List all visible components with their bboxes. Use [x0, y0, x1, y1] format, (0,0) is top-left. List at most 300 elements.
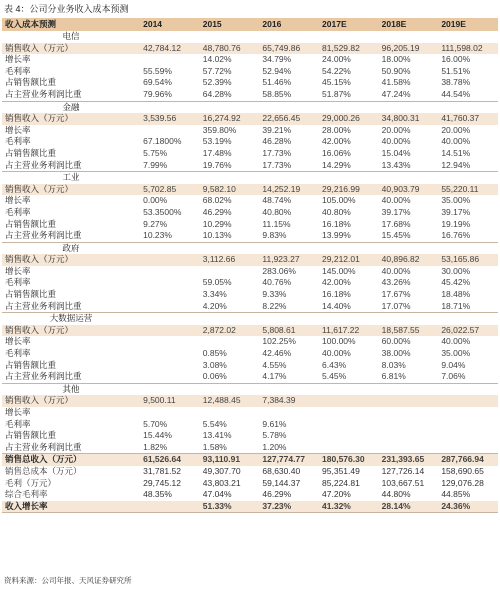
value-cell: 100.00% — [322, 336, 356, 347]
table-row — [2, 289, 498, 301]
empty-cell — [319, 101, 379, 113]
value-cell: 9.33% — [262, 289, 287, 300]
value-cell: 9,582.10 — [200, 184, 260, 196]
value-cell: 18,587.55 — [379, 325, 439, 337]
value-cell: 51.87% — [322, 88, 351, 99]
value-cell: 41,760.37 — [438, 113, 498, 125]
value-cell: 5.78% — [262, 430, 287, 441]
value-cell: 287,766.94 — [438, 454, 498, 466]
value-cell: 6.81% — [381, 371, 406, 382]
value-cell: 40,903.79 — [379, 184, 439, 196]
empty-cell — [319, 172, 379, 184]
value-cell: 7,384.39 — [259, 395, 319, 407]
value-cell: 41.58% — [381, 77, 411, 88]
value-cell — [140, 277, 200, 289]
value-cell — [259, 407, 319, 419]
value-cell — [379, 395, 439, 407]
value-cell: 17.48% — [202, 147, 232, 158]
value-cell: 10.23% — [143, 230, 172, 241]
section-title: 其他 — [2, 383, 140, 395]
table-row — [2, 184, 498, 196]
value-cell: 40.00% — [381, 265, 411, 276]
empty-cell — [259, 242, 319, 254]
value-cell: 39.21% — [262, 124, 292, 135]
row-label: 销售总收入（万元） — [2, 454, 140, 466]
value-cell: 16.76% — [441, 230, 471, 241]
value-cell: 55,220.11 — [438, 184, 498, 196]
section-title-row — [2, 172, 498, 184]
value-cell — [140, 371, 200, 383]
value-cell: 17.07% — [381, 300, 411, 311]
table-row — [2, 207, 498, 219]
table-row — [2, 407, 498, 419]
value-cell: 18.00% — [381, 54, 411, 65]
row-label: 销售收入（万元） — [2, 254, 140, 266]
value-cell: 51.46% — [262, 77, 292, 88]
section-title: 工业 — [2, 172, 140, 184]
row-label: 增长率 — [5, 265, 31, 276]
empty-cell — [438, 101, 498, 113]
value-cell: 35.00% — [441, 195, 471, 206]
row-label: 占主营业务利润比重 — [5, 371, 82, 382]
value-cell: 24.36% — [438, 501, 498, 513]
value-cell: 64.28% — [202, 88, 232, 99]
value-cell: 48.74% — [262, 195, 292, 206]
value-cell: 0.85% — [202, 348, 227, 359]
value-cell: 12,488.45 — [200, 395, 260, 407]
table-row — [2, 266, 498, 278]
value-cell: 52.94% — [262, 65, 292, 76]
value-cell: 28.00% — [322, 124, 351, 135]
value-cell: 46.29% — [262, 489, 292, 500]
value-cell — [140, 336, 200, 348]
value-cell: 40.00% — [441, 136, 471, 147]
total-row — [2, 466, 498, 478]
row-label: 占销售额比重 — [5, 430, 57, 441]
empty-cell — [319, 242, 379, 254]
value-cell: 45.42% — [441, 277, 471, 288]
value-cell: 59.05% — [202, 277, 232, 288]
value-cell: 43,803.21 — [202, 477, 241, 488]
empty-cell — [379, 172, 439, 184]
section-title-row — [2, 101, 498, 113]
row-label: 占销售额比重 — [5, 359, 57, 370]
row-label: 毛利率 — [5, 65, 31, 76]
value-cell: 39.17% — [381, 206, 411, 217]
total-row — [2, 478, 498, 490]
value-cell — [438, 395, 498, 407]
value-cell: 34,800.31 — [379, 113, 439, 125]
row-label: 占销售额比重 — [5, 147, 57, 158]
value-cell: 7.99% — [143, 159, 168, 170]
value-cell: 15.44% — [143, 430, 172, 441]
table-row — [2, 348, 498, 360]
value-cell: 9.61% — [262, 418, 287, 429]
revenue-cost-forecast-table — [2, 18, 498, 513]
value-cell — [438, 442, 498, 454]
empty-cell — [438, 383, 498, 395]
value-cell: 7.06% — [441, 371, 466, 382]
table-row — [2, 336, 498, 348]
section-title-row — [2, 242, 498, 254]
value-cell: 10.13% — [202, 230, 232, 241]
value-cell: 47.24% — [381, 88, 411, 99]
value-cell: 44.85% — [441, 489, 471, 500]
value-cell: 40.00% — [322, 348, 351, 359]
section-title-row — [2, 383, 498, 395]
value-cell: 11.15% — [262, 218, 291, 229]
row-label: 综合毛利率 — [5, 489, 48, 500]
value-cell: 18.48% — [441, 289, 471, 300]
empty-cell — [259, 101, 319, 113]
value-cell: 42.46% — [262, 348, 292, 359]
value-cell: 48.35% — [143, 489, 172, 500]
value-cell: 1.20% — [262, 441, 287, 452]
value-cell: 49,307.70 — [202, 465, 241, 476]
value-cell: 42,784.12 — [140, 43, 200, 55]
row-label: 销售收入（万元） — [2, 43, 140, 55]
value-cell: 5,808.61 — [259, 325, 319, 337]
value-cell: 105.00% — [322, 195, 356, 206]
value-cell: 9.04% — [441, 359, 466, 370]
value-cell: 5.75% — [143, 147, 168, 158]
empty-cell — [379, 31, 439, 43]
header-cell: 2019E — [438, 18, 498, 31]
row-label: 占主营业务利润比重 — [5, 159, 82, 170]
value-cell: 18.71% — [441, 300, 471, 311]
value-cell: 16.18% — [322, 289, 351, 300]
table-caption: 表 4：公司分业务收入成本预测 — [4, 4, 129, 14]
empty-cell — [259, 172, 319, 184]
value-cell — [319, 419, 379, 431]
value-cell: 5,702.85 — [140, 184, 200, 196]
value-cell: 95,351.49 — [322, 465, 360, 476]
empty-cell — [200, 101, 260, 113]
row-label: 销售收入（万元） — [2, 113, 140, 125]
value-cell: 40.00% — [441, 336, 471, 347]
table-row — [2, 89, 498, 101]
value-cell: 93,110.91 — [200, 454, 260, 466]
empty-cell — [140, 172, 200, 184]
value-cell: 60.00% — [381, 336, 411, 347]
value-cell — [379, 407, 439, 419]
row-label: 增长率 — [5, 195, 31, 206]
empty-cell — [319, 313, 379, 325]
value-cell: 5.54% — [202, 418, 227, 429]
table-row — [2, 148, 498, 160]
value-cell — [438, 430, 498, 442]
value-cell: 13.41% — [202, 430, 232, 441]
row-label: 销售收入（万元） — [2, 395, 140, 407]
empty-cell — [200, 313, 260, 325]
value-cell: 4.20% — [202, 300, 227, 311]
row-label: 销售总成本（万元） — [5, 465, 82, 476]
table-row — [2, 230, 498, 242]
empty-cell — [140, 242, 200, 254]
value-cell: 102.25% — [262, 336, 296, 347]
value-cell — [438, 419, 498, 431]
value-cell: 14.02% — [202, 54, 232, 65]
value-cell: 283.06% — [262, 265, 296, 276]
value-cell: 53.3500% — [143, 206, 182, 217]
empty-cell — [259, 383, 319, 395]
row-label: 占销售额比重 — [5, 218, 57, 229]
value-cell — [140, 254, 200, 266]
row-label: 增长率 — [5, 54, 31, 65]
value-cell: 20.00% — [381, 124, 411, 135]
value-cell: 69.54% — [143, 77, 172, 88]
empty-cell — [379, 383, 439, 395]
empty-cell — [438, 242, 498, 254]
value-cell: 40.80% — [322, 206, 351, 217]
table-row — [2, 219, 498, 231]
value-cell: 42.00% — [322, 136, 351, 147]
value-cell: 40.00% — [381, 195, 411, 206]
value-cell: 40,896.82 — [379, 254, 439, 266]
value-cell: 4.55% — [262, 359, 287, 370]
value-cell: 29,212.01 — [319, 254, 379, 266]
value-cell — [200, 336, 260, 348]
table-body — [2, 31, 498, 513]
empty-cell — [140, 383, 200, 395]
empty-cell — [319, 31, 379, 43]
value-cell: 24.00% — [322, 54, 351, 65]
value-cell: 2,872.02 — [200, 325, 260, 337]
value-cell: 29,745.12 — [143, 477, 181, 488]
value-cell: 61,526.64 — [140, 454, 200, 466]
row-label: 占销售额比重 — [5, 289, 57, 300]
value-cell — [379, 419, 439, 431]
value-cell — [140, 360, 200, 372]
row-label: 毛利（万元） — [5, 477, 57, 488]
value-cell — [140, 301, 200, 313]
header-cell: 2016 — [259, 18, 319, 31]
value-cell: 40.80% — [262, 206, 292, 217]
value-cell: 8.03% — [381, 359, 406, 370]
row-label: 毛利率 — [5, 348, 31, 359]
value-cell: 51.51% — [441, 65, 471, 76]
value-cell: 11,923.27 — [259, 254, 319, 266]
value-cell: 40.00% — [381, 136, 411, 147]
row-label: 占主营业务利润比重 — [5, 230, 82, 241]
empty-cell — [379, 242, 439, 254]
value-cell: 19.19% — [441, 218, 471, 229]
value-cell: 34.79% — [262, 54, 292, 65]
value-cell: 67.1800% — [143, 136, 182, 147]
section-title-row — [2, 313, 498, 325]
header-cell: 2014 — [140, 18, 200, 31]
table-row — [2, 301, 498, 313]
empty-cell — [200, 172, 260, 184]
value-cell: 145.00% — [322, 265, 356, 276]
value-cell: 9.27% — [143, 218, 168, 229]
value-cell — [140, 125, 200, 137]
value-cell: 0.00% — [143, 195, 168, 206]
row-label: 占主营业务利润比重 — [5, 88, 82, 99]
row-label: 增长率 — [5, 336, 31, 347]
value-cell: 41.32% — [319, 501, 379, 513]
value-cell: 6.43% — [322, 359, 347, 370]
table-row — [2, 254, 498, 266]
empty-cell — [200, 31, 260, 43]
value-cell: 44.54% — [441, 88, 471, 99]
value-cell: 47.20% — [322, 489, 351, 500]
value-cell: 55.59% — [143, 65, 172, 76]
value-cell — [140, 54, 200, 66]
value-cell: 30.00% — [441, 265, 471, 276]
value-cell: 14.40% — [322, 300, 351, 311]
value-cell: 40.76% — [262, 277, 292, 288]
value-cell: 59,144.37 — [262, 477, 301, 488]
value-cell: 14.29% — [322, 159, 351, 170]
total-row — [2, 501, 498, 513]
value-cell: 5.70% — [143, 418, 168, 429]
row-label: 占主营业务利润比重 — [5, 441, 82, 452]
value-cell: 43.26% — [381, 277, 411, 288]
empty-cell — [140, 313, 200, 325]
section-title: 金融 — [2, 101, 140, 113]
header-cell: 收入成本预测 — [2, 18, 140, 31]
empty-cell — [259, 31, 319, 43]
value-cell — [200, 266, 260, 278]
value-cell — [379, 430, 439, 442]
value-cell: 17.68% — [381, 218, 411, 229]
value-cell: 1.82% — [143, 441, 168, 452]
value-cell: 96,205.19 — [379, 43, 439, 55]
value-cell: 29,216.99 — [319, 184, 379, 196]
empty-cell — [319, 383, 379, 395]
row-label: 毛利率 — [5, 277, 31, 288]
table-header-row — [2, 18, 498, 31]
value-cell: 111,598.02 — [438, 43, 498, 55]
value-cell: 47.04% — [202, 489, 232, 500]
value-cell — [140, 289, 200, 301]
value-cell: 81,529.82 — [319, 43, 379, 55]
value-cell: 46.29% — [202, 206, 232, 217]
table-row — [2, 136, 498, 148]
value-cell: 15.04% — [381, 147, 411, 158]
table-row — [2, 430, 498, 442]
value-cell: 9.83% — [262, 230, 287, 241]
value-cell: 16.18% — [322, 218, 351, 229]
row-label: 增长率 — [5, 407, 31, 417]
value-cell — [319, 430, 379, 442]
row-label: 占主营业务利润比重 — [5, 300, 82, 311]
table-row — [2, 66, 498, 78]
value-cell: 3,539.56 — [140, 113, 200, 125]
value-cell: 20.00% — [441, 124, 471, 135]
value-cell — [319, 407, 379, 419]
row-label: 收入增长率 — [2, 501, 140, 513]
row-label: 销售收入（万元） — [2, 184, 140, 196]
value-cell: 48,780.76 — [200, 43, 260, 55]
value-cell — [438, 407, 498, 419]
value-cell — [140, 348, 200, 360]
empty-cell — [200, 242, 260, 254]
row-label: 销售收入（万元） — [2, 325, 140, 337]
value-cell: 231,393.65 — [379, 454, 439, 466]
value-cell: 53.19% — [202, 136, 232, 147]
value-cell — [140, 325, 200, 337]
empty-cell — [438, 31, 498, 43]
value-cell: 1.58% — [202, 441, 227, 452]
table-row — [2, 195, 498, 207]
value-cell: 57.72% — [202, 65, 232, 76]
section-title: 大数据运营 — [2, 313, 140, 325]
table-row — [2, 419, 498, 431]
value-cell: 13.99% — [322, 230, 351, 241]
section-title: 电信 — [62, 31, 80, 41]
value-cell: 51.33% — [200, 501, 260, 513]
value-cell: 0.06% — [202, 371, 227, 382]
value-cell: 3.34% — [202, 289, 227, 300]
value-cell: 58.85% — [262, 88, 292, 99]
section-title: 政府 — [2, 242, 140, 254]
row-label: 毛利率 — [5, 418, 31, 429]
value-cell: 50.90% — [381, 65, 411, 76]
value-cell: 3.08% — [202, 359, 227, 370]
value-cell: 39.17% — [441, 206, 471, 217]
value-cell: 85,224.81 — [322, 477, 360, 488]
value-cell: 158,690.65 — [441, 465, 484, 476]
empty-cell — [140, 31, 200, 43]
empty-cell — [379, 101, 439, 113]
row-label: 毛利率 — [5, 206, 31, 217]
section-title-row — [2, 31, 498, 43]
value-cell: 19.76% — [202, 159, 232, 170]
empty-cell — [438, 172, 498, 184]
table-row — [2, 54, 498, 66]
value-cell: 103,667.51 — [381, 477, 425, 488]
table-row — [2, 77, 498, 89]
row-label: 毛利率 — [5, 136, 31, 147]
empty-cell — [200, 383, 260, 395]
value-cell: 127,774.77 — [259, 454, 319, 466]
value-cell: 46.28% — [262, 136, 292, 147]
table-row — [2, 325, 498, 337]
row-label: 增长率 — [5, 124, 31, 135]
table-row — [2, 360, 498, 372]
value-cell: 79.96% — [143, 88, 172, 99]
empty-cell — [379, 313, 439, 325]
value-cell: 29,000.26 — [319, 113, 379, 125]
value-cell: 127,726.14 — [381, 465, 425, 476]
header-cell: 2018E — [379, 18, 439, 31]
value-cell: 8.22% — [262, 300, 287, 311]
empty-cell — [140, 101, 200, 113]
value-cell: 31,781.52 — [143, 465, 181, 476]
value-cell: 3,112.66 — [200, 254, 260, 266]
value-cell — [140, 266, 200, 278]
row-label: 占销售额比重 — [5, 77, 57, 88]
header-cell: 2017E — [319, 18, 379, 31]
value-cell: 129,076.28 — [441, 477, 484, 488]
value-cell: 14.51% — [441, 147, 471, 158]
value-cell: 13.43% — [381, 159, 411, 170]
table-row — [2, 395, 498, 407]
value-cell: 53,165.86 — [438, 254, 498, 266]
empty-cell — [259, 313, 319, 325]
value-cell: 28.14% — [379, 501, 439, 513]
value-cell: 16.00% — [441, 54, 471, 65]
table-row — [2, 371, 498, 383]
value-cell: 5.45% — [322, 371, 347, 382]
header-cell: 2015 — [200, 18, 260, 31]
value-cell: 38.78% — [441, 77, 471, 88]
value-cell: 35.00% — [441, 348, 471, 359]
value-cell: 11,617.22 — [319, 325, 379, 337]
value-cell: 38.00% — [381, 348, 411, 359]
